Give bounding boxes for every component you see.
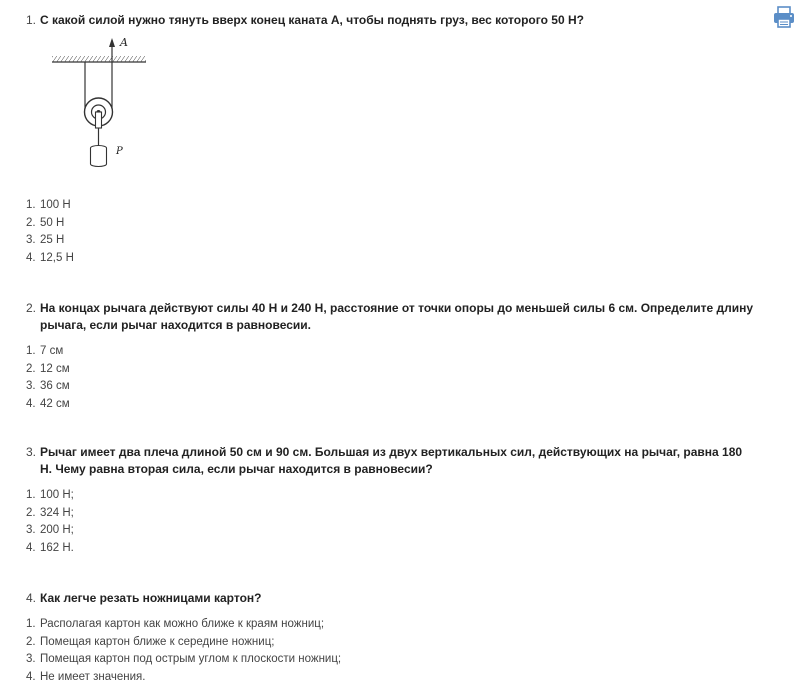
option-text: 100 Н [40, 199, 71, 211]
question-text: Рычаг имеет два плеча длиной 50 см и 90 см. Большая из двух вертикальных сил, действующих на рычаг, равна 180 Н. Чему равна вторая сила, если рычаг находится в равновесии? [40, 445, 743, 476]
question-2 [26, 300, 756, 413]
option-text: 25 Н [40, 234, 65, 246]
question-title [26, 300, 756, 334]
option-number: 2. [26, 635, 36, 648]
option-number: 4. [26, 541, 36, 554]
question-title [26, 590, 756, 607]
option-number: 1. [26, 199, 36, 211]
ceiling-hatch [52, 56, 146, 62]
option-text: Помещая картон под острым углом к плоскости ножниц; [40, 653, 342, 665]
option-text: Располагая картон как можно ближе к краям ножниц; [40, 618, 325, 630]
pulley-hook [96, 112, 102, 128]
question-1 [26, 12, 756, 29]
option-text: 42 см [40, 397, 70, 410]
option-text: 162 Н. [40, 541, 74, 554]
option-number: 3. [26, 380, 36, 392]
option-number: 1. [26, 345, 36, 357]
option-text: 7 см [40, 345, 64, 357]
option [26, 197, 756, 215]
question-title [26, 444, 756, 478]
question-number: 4. [26, 591, 37, 605]
option [26, 232, 756, 250]
option [26, 634, 756, 652]
label-p: P [116, 146, 123, 157]
option [26, 250, 756, 268]
option-text: 12,5 Н [40, 251, 74, 264]
option-text: 36 см [40, 380, 70, 392]
option [26, 505, 756, 523]
question-text: На концах рычага действуют силы 40 Н и 240 Н, расстояние от точки опоры до меньшей силы 6 см. Определите длину рычага, если рычаг находится в равновесии. [40, 301, 753, 332]
option [26, 343, 756, 361]
question-3 [26, 444, 756, 557]
option-text: 12 см [40, 362, 70, 375]
option-number: 4. [26, 251, 36, 264]
option-text: 100 Н; [40, 489, 74, 501]
option [26, 487, 756, 505]
option [26, 522, 756, 540]
printer-icon[interactable] [771, 4, 797, 30]
option [26, 651, 756, 669]
option-text: Помещая картон ближе к середине ножниц; [40, 635, 275, 648]
question-number: 1. [26, 13, 37, 27]
question-number: 2. [26, 301, 37, 315]
option-text: 50 Н [40, 216, 65, 229]
option-number: 4. [26, 397, 36, 410]
option-text: 324 Н; [40, 506, 74, 519]
question-4 [26, 590, 756, 686]
option [26, 616, 756, 634]
option [26, 361, 756, 379]
question-text: Как легче резать ножницами картон? [40, 591, 262, 605]
label-a: A [120, 36, 128, 49]
question-text: С какой силой нужно тянуть вверх конец каната А, чтобы поднять груз, вес которого 50 Н? [40, 13, 584, 27]
option-number: 3. [26, 653, 36, 665]
question-title [26, 12, 756, 29]
option-number: 2. [26, 216, 36, 229]
option [26, 378, 756, 396]
weight-body [91, 148, 107, 167]
option-number: 1. [26, 489, 36, 501]
option-number: 2. [26, 362, 36, 375]
option-number: 4. [26, 670, 36, 683]
pulley-diagram [48, 34, 158, 174]
option-number: 3. [26, 524, 36, 536]
option-number: 1. [26, 618, 36, 630]
option-text: 200 Н; [40, 524, 74, 536]
arrow-up-icon [109, 38, 115, 47]
option [26, 396, 756, 414]
option [26, 669, 756, 686]
option-number: 3. [26, 234, 36, 246]
option [26, 540, 756, 558]
option-text: Не имеет значения. [40, 670, 146, 683]
option-number: 2. [26, 506, 36, 519]
option [26, 215, 756, 233]
question-number: 3. [26, 445, 37, 459]
question-1-options [26, 197, 756, 267]
